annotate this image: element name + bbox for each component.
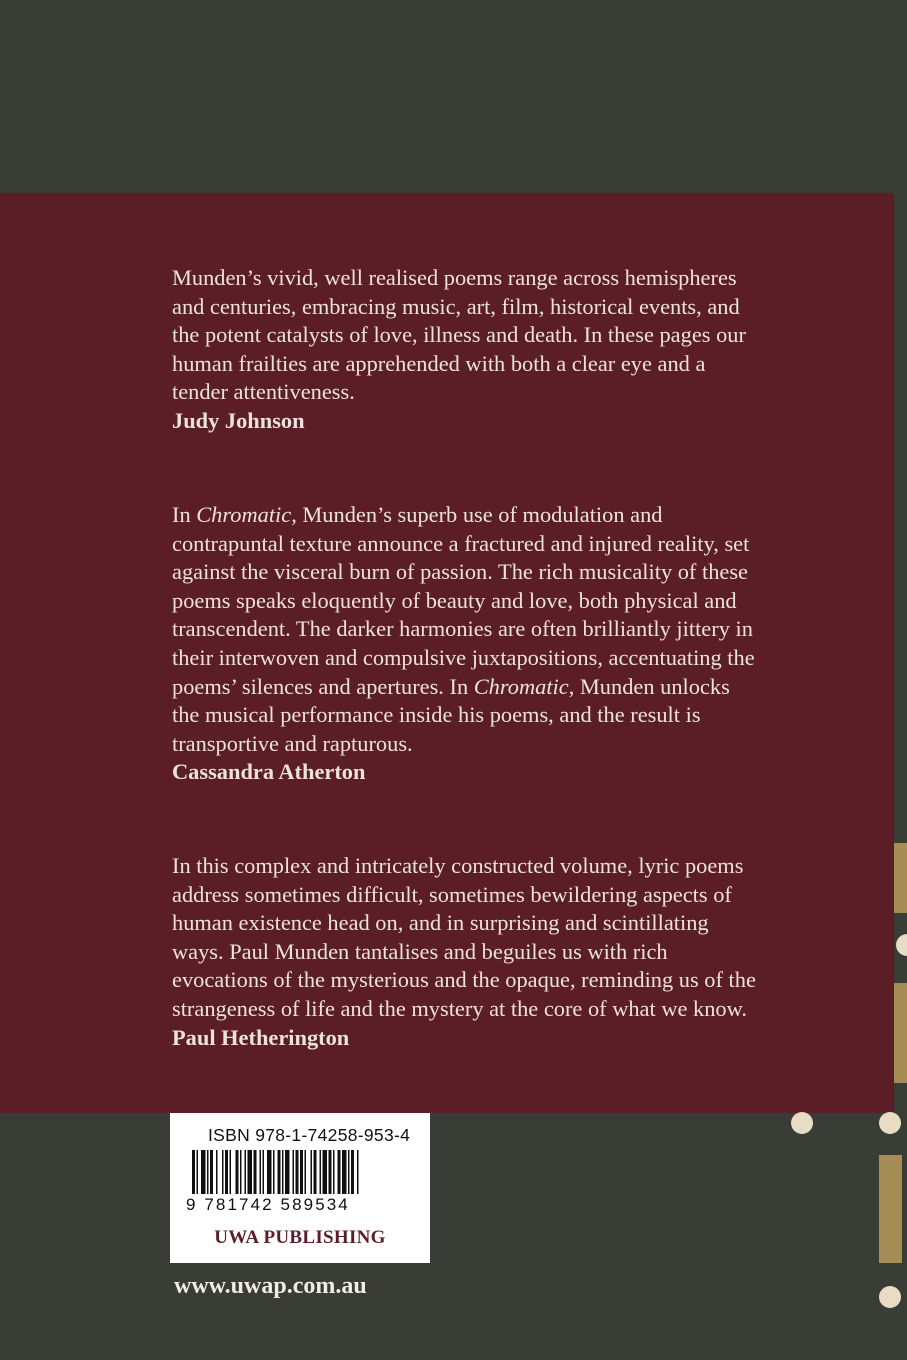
isbn-label: ISBN 978-1-74258-953-4: [208, 1125, 411, 1145]
blurb-author: Paul Hetherington: [172, 1024, 350, 1050]
cream-dot: [879, 1286, 901, 1308]
blurb-paul-hetherington: [172, 852, 762, 1052]
blurb-author: Judy Johnson: [172, 407, 305, 433]
blurb-text: Munden’s vivid, well realised poems range across hemispheres and centuries, embracing music, art, film, historical events, and the potent catalysts of love, illness and death. In these pages our human frailties are apprehended with both a clear eye and a tender attentiveness.: [172, 265, 746, 405]
publisher-logo: UWA PUBLISHING: [214, 1227, 386, 1248]
book-title: Chromatic: [196, 502, 292, 527]
cream-dot: [896, 934, 907, 956]
cream-dot: [879, 1112, 901, 1134]
top-band: [0, 0, 907, 193]
blurb-text: In Chromatic, Munden’s superb use of modulation and contrapuntal texture announce a fractured and injured reality, set against the visceral burn of passion. The rich musicality of these poems speaks eloquently of beauty and love, both physical and transcendent. The darker harmonies are often brilliantly jittery in their interwoven and compulsive juxtapositions, accentuating the poems’ silences and apertures. In Chromatic, Munden unlocks the musical performance inside his poems, and the result is transportive and rapturous.: [172, 502, 755, 756]
blurb-text: In this complex and intricately constructed volume, lyric poems address sometimes difficult, sometimes bewildering aspects of human existence head on, and in surprising and scintillating ways. Paul Munden tantalises and beguiles us with rich evocations of the mysterious and the opaque, reminding us of the strangeness of life and the mystery at the core of what we know.: [172, 853, 756, 1021]
cream-dot: [791, 1112, 813, 1134]
publisher-website[interactable]: www.uwap.com.au: [174, 1273, 367, 1299]
blurb-judy-johnson: [172, 264, 762, 436]
gold-bar: [879, 1155, 902, 1263]
gold-bar: [894, 983, 907, 1083]
blurb-cassandra-atherton: [172, 501, 762, 787]
book-title: Chromatic: [473, 673, 569, 699]
blurb-author: Cassandra Atherton: [172, 759, 366, 785]
barcode-digits: 9 781742 589534: [186, 1195, 350, 1214]
gold-bar: [894, 843, 907, 913]
barcode-box: [170, 1113, 430, 1263]
